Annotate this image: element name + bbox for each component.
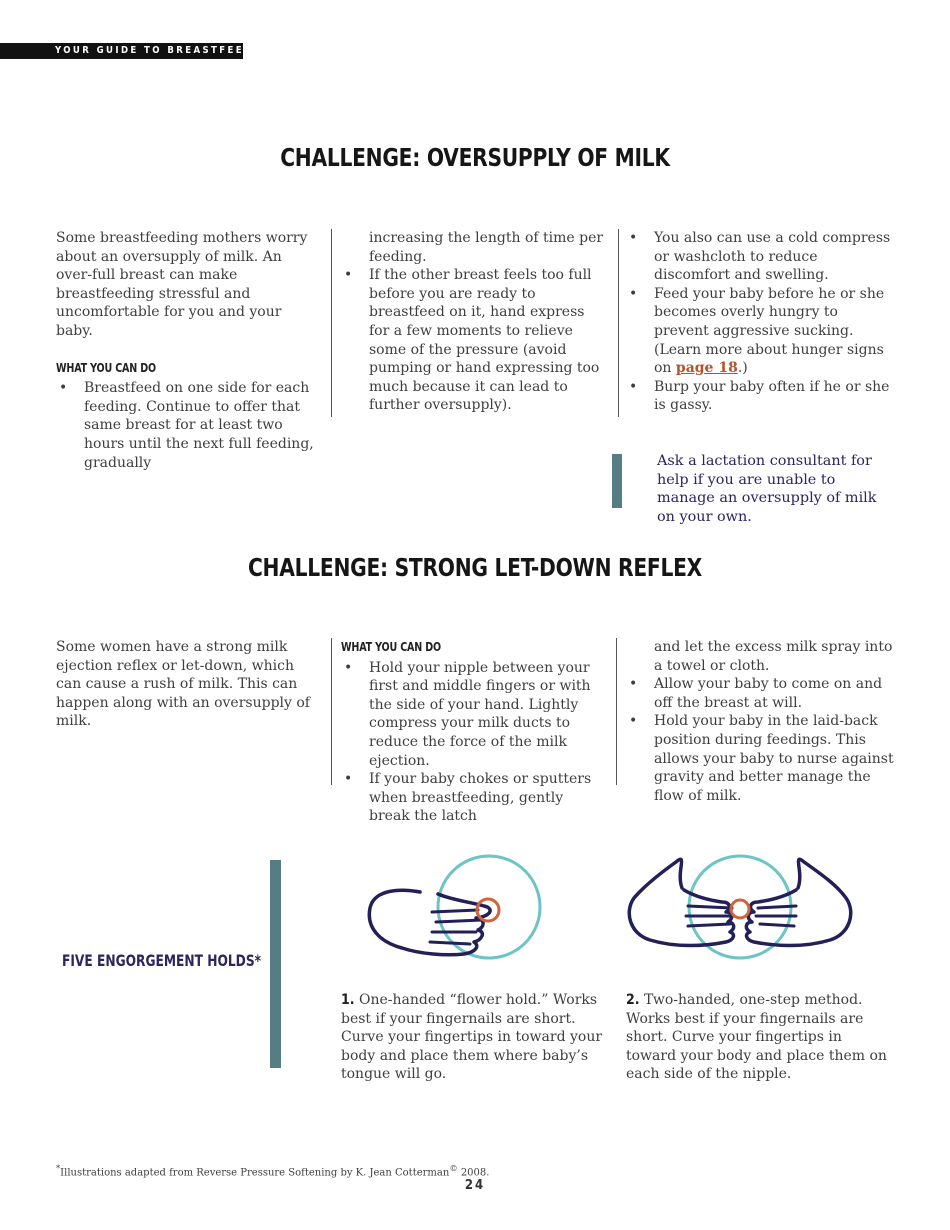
hand-outline [369,890,490,954]
letdown-intro: Some women have a strong milk ejection reflex or let-down, which can cause a rush of milk. This can happen along with an oversupply of milk. [56,639,310,730]
hold-2-caption: 2. Two-handed, one-step method. Works best if your fingernails are short. Curve your fingertips in toward your body and place them on each side of the nipple. [626,992,887,1083]
list-item: and let the excess milk spray into a towel or cloth. [654,639,893,674]
hold-1-number: 1. [341,992,355,1008]
letdown-list-a [341,659,606,826]
oversupply-subhead: WHAT YOU CAN DO [56,359,156,375]
column-divider [616,638,617,785]
letdown-list-b [626,638,896,805]
oversupply-intro: Some breastfeeding mothers worry about an oversupply of milk. An over-full breast can make breastfeeding stressful and uncomfortable for you and your baby. [56,230,308,339]
holds-accent-bar [270,860,281,1068]
list-item: increasing the length of time per feeding. [369,230,604,265]
list-item: • If your baby chokes or sputters when breastfeeding, gently break the latch [344,771,592,825]
bullet-icon: • [344,771,353,788]
oversupply-list-b [341,229,606,415]
right-hand-outline [746,859,850,945]
letdown-column-2 [341,638,606,825]
column-divider [331,638,332,785]
flower-hold-illustration [360,850,550,965]
bullet-icon: • [629,676,638,693]
oversupply-list-a [56,379,321,472]
bullet-icon: • [629,230,638,246]
oversupply-title: CHALLENGE: OVERSUPPLY OF MILK [280,143,670,172]
nipple-ring [731,900,749,918]
oversupply-column-2 [341,229,619,417]
list-item: • Breastfeed on one side for each feeding. Continue to offer that same breast for at least two hours until the next full feeding, gradually [59,380,314,471]
hold-1-caption: 1. One-handed “flower hold.” Works best if your fingernails are short. Curve your fingertips in toward your body and place them where baby’s tongue will go. [341,992,603,1083]
header-label: YOUR GUIDE TO BREASTFEEDING [55,45,279,56]
list-item: • Allow your baby to come on and off the breast at will. [629,676,883,711]
bullet-icon: • [629,378,638,395]
list-item: • Hold your baby in the laid-back position during feedings. This allows your baby to nurse against gravity and better manage the flow of milk. [629,713,894,804]
letdown-title: CHALLENGE: STRONG LET-DOWN REFLEX [247,553,703,582]
letdown-column-3 [626,638,896,804]
letdown-column-1 [56,638,331,785]
left-hand-outline [629,859,733,945]
bullet-icon: • [344,267,353,284]
lactation-callout: Ask a lactation consultant for help if you are unable to manage an oversupply of milk on your own. [657,453,877,525]
list-item: • Feed your baby before he or she becomes overly hungry to prevent aggressive sucking. (Learn more about hunger signs on page 18.) [629,285,885,377]
page-number: 24 [464,1178,486,1193]
oversupply-list-c [626,229,892,415]
header-bar [0,43,279,59]
hold-2-number: 2. [626,992,640,1008]
page-18-link[interactable]: page 18 [675,360,738,377]
holds-title: FIVE ENGORGEMENT HOLDS* [62,951,262,970]
list-item: • Hold your nipple between your first and middle fingers or with the side of your hand. Lightly compress your milk ducts to reduce the force of the milk ejection. [344,659,591,769]
two-handed-illustration [626,850,856,965]
oversupply-column-1 [56,229,332,471]
oversupply-column-3 [626,229,892,417]
list-item: • You also can use a cold compress or washcloth to reduce discomfort and swelling. [629,230,891,284]
bullet-icon: • [629,713,638,730]
list-item: • If the other breast feels too full before you are ready to breastfeed on it, hand express for a few moments to relieve some of the pressure (avoid pumping or hand expressing too much because it can lead to further oversupply). [344,267,600,414]
footnote: *Illustrations adapted from Reverse Pressure Softening by K. Jean Cotterman© 2008. [56,1163,490,1179]
bullet-icon: • [344,659,353,676]
finger-lines [686,906,796,926]
callout-accent-bar [612,454,622,508]
bullet-icon: • [629,285,638,302]
bullet-icon: • [59,380,68,397]
list-item: • Burp your baby often if he or she is gassy. [629,378,890,414]
nipple-ring [477,899,499,921]
letdown-subhead: WHAT YOU CAN DO [341,639,441,654]
